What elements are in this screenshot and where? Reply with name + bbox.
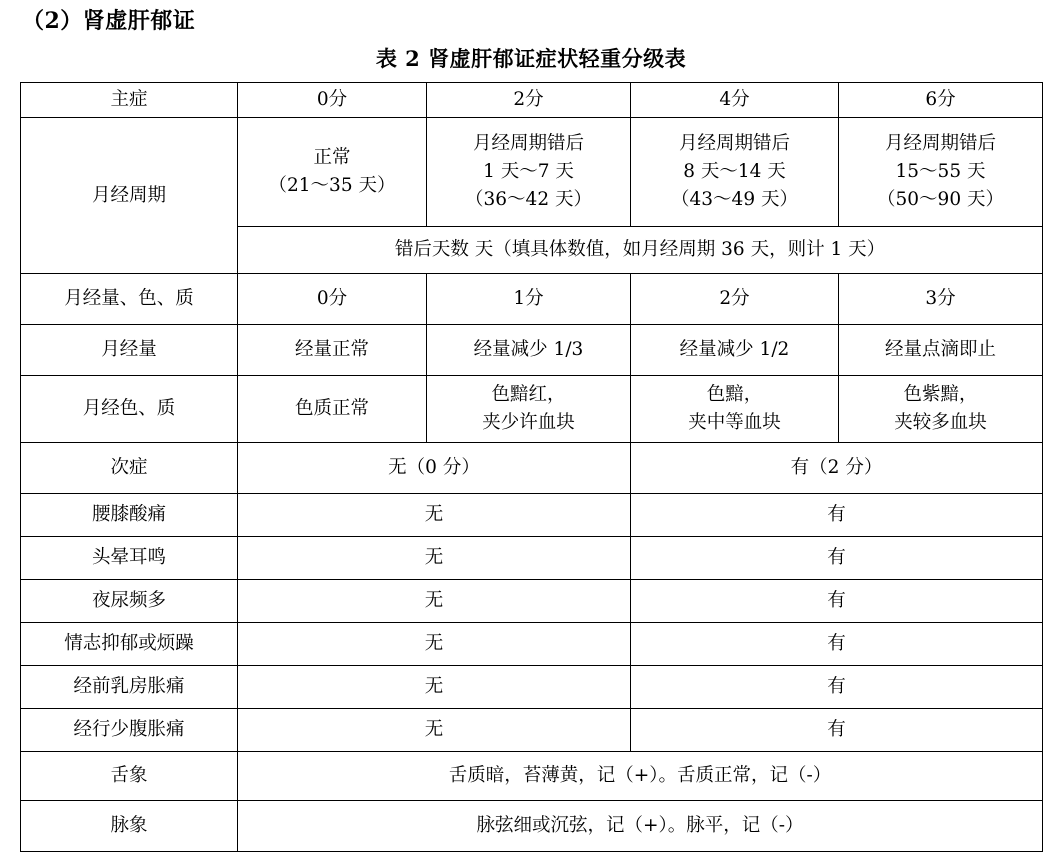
cell-symptom-absent: 无 [238,623,631,666]
cycle-4-line3: （43～49 天） [671,189,798,210]
cell-symptom-label: 情志抑郁或烦躁 [21,623,238,666]
table-row-symptom [21,537,1043,580]
cell-amount-score-3: 3分 [839,274,1043,325]
table-row-menstrual-color [21,376,1043,443]
cycle-4-line2: 8 天～14 天 [683,161,786,182]
cell-amount-value-1: 经量减少 1/3 [427,325,631,376]
cell-cycle-score-4 [631,118,839,227]
cell-symptom-label: 经行少腹胀痛 [21,709,238,752]
color-2-line1: 色黯， [706,384,763,405]
color-2-line2: 夹中等血块 [688,412,781,433]
cell-amount-value-0: 经量正常 [238,325,427,376]
table-row-amount-header [21,274,1043,325]
table-row-symptom [21,666,1043,709]
cell-cycle-score-0 [238,118,427,227]
color-0-line1: 色质正常 [294,398,369,419]
color-3-line2: 夹较多血块 [894,412,987,433]
cell-menstrual-color-label: 月经色、质 [21,376,238,443]
table-row-symptom [21,623,1043,666]
cell-tongue-label: 舌象 [21,752,238,801]
cell-main-score-2: 2分 [427,83,631,118]
cell-tongue-value: 舌质暗，苔薄黄，记（+）。舌质正常，记（-） [238,752,1043,801]
cell-symptom-label: 腰膝酸痛 [21,494,238,537]
cell-main-score-4: 4分 [631,83,839,118]
table-row-symptom [21,580,1043,623]
cell-symptom-absent: 无 [238,709,631,752]
cell-cycle-score-2 [427,118,631,227]
table-row-menstrual-amount [21,325,1043,376]
cycle-6-line2: 15～55 天 [895,161,986,182]
cell-symptom-present: 有 [631,666,1043,709]
cell-color-value-1 [427,376,631,443]
cycle-2-line1: 月经周期错后 [472,133,584,154]
cell-main-symptom-label: 主症 [21,83,238,118]
cell-cycle-score-6 [839,118,1043,227]
color-1-line2: 夹少许血块 [482,412,575,433]
cycle-2-line3: （36～42 天） [465,189,592,210]
table-row-symptom [21,709,1043,752]
cell-symptom-absent: 无 [238,666,631,709]
cell-main-score-6: 6分 [839,83,1043,118]
cell-amount-color-quality-label: 月经量、色、质 [21,274,238,325]
cycle-0-line1: 正常 [313,147,351,168]
table-row-secondary-header [21,443,1043,494]
table-row-pulse [21,801,1043,852]
cycle-6-line3: （50～90 天） [877,189,1004,210]
cell-menstrual-cycle-label: 月经周期 [21,118,238,274]
cycle-6-line1: 月经周期错后 [884,133,996,154]
color-3-line1: 色紫黯， [903,384,978,405]
cell-amount-score-0: 0分 [238,274,427,325]
cell-menstrual-amount-label: 月经量 [21,325,238,376]
cell-color-value-3 [839,376,1043,443]
cell-symptom-label: 头晕耳鸣 [21,537,238,580]
cell-amount-score-2: 2分 [631,274,839,325]
cell-secondary-present-header: 有（2 分） [631,443,1043,494]
cell-symptom-present: 有 [631,709,1043,752]
cell-color-value-0 [238,376,427,443]
section-heading: （2）肾虚肝郁证 [22,8,196,34]
cell-symptom-absent: 无 [238,580,631,623]
cell-main-score-0: 0分 [238,83,427,118]
table-row-tongue [21,752,1043,801]
cell-symptom-absent: 无 [238,537,631,580]
color-1-line1: 色黯红， [491,384,566,405]
cycle-0-line2: （21～35 天） [268,175,396,196]
cell-symptom-present: 有 [631,580,1043,623]
symptom-grading-table [20,82,1043,852]
cycle-4-line1: 月经周期错后 [678,133,790,154]
cell-symptom-label: 经前乳房胀痛 [21,666,238,709]
cell-pulse-label: 脉象 [21,801,238,852]
cell-amount-score-1: 1分 [427,274,631,325]
table-row-main-header [21,83,1043,118]
cell-symptom-present: 有 [631,623,1043,666]
cell-amount-value-3: 经量点滴即止 [839,325,1043,376]
table-row-menstrual-cycle [21,118,1043,227]
cell-amount-value-2: 经量减少 1/2 [631,325,839,376]
cell-pulse-value: 脉弦细或沉弦，记（+）。脉平，记（-） [238,801,1043,852]
table-caption: 表 2 肾虚肝郁证症状轻重分级表 [375,46,687,71]
cycle-2-line2: 1 天～7 天 [483,161,574,182]
cell-symptom-present: 有 [631,494,1043,537]
table-row-symptom [21,494,1043,537]
cell-secondary-absent-header: 无（0 分） [238,443,631,494]
cell-symptom-label: 夜尿频多 [21,580,238,623]
cell-secondary-symptom-label: 次症 [21,443,238,494]
cell-symptom-present: 有 [631,537,1043,580]
cell-color-value-2 [631,376,839,443]
cell-symptom-absent: 无 [238,494,631,537]
cell-cycle-delay-note: 错后天数 天（填具体数值，如月经周期 36 天，则计 1 天） [238,227,1043,274]
